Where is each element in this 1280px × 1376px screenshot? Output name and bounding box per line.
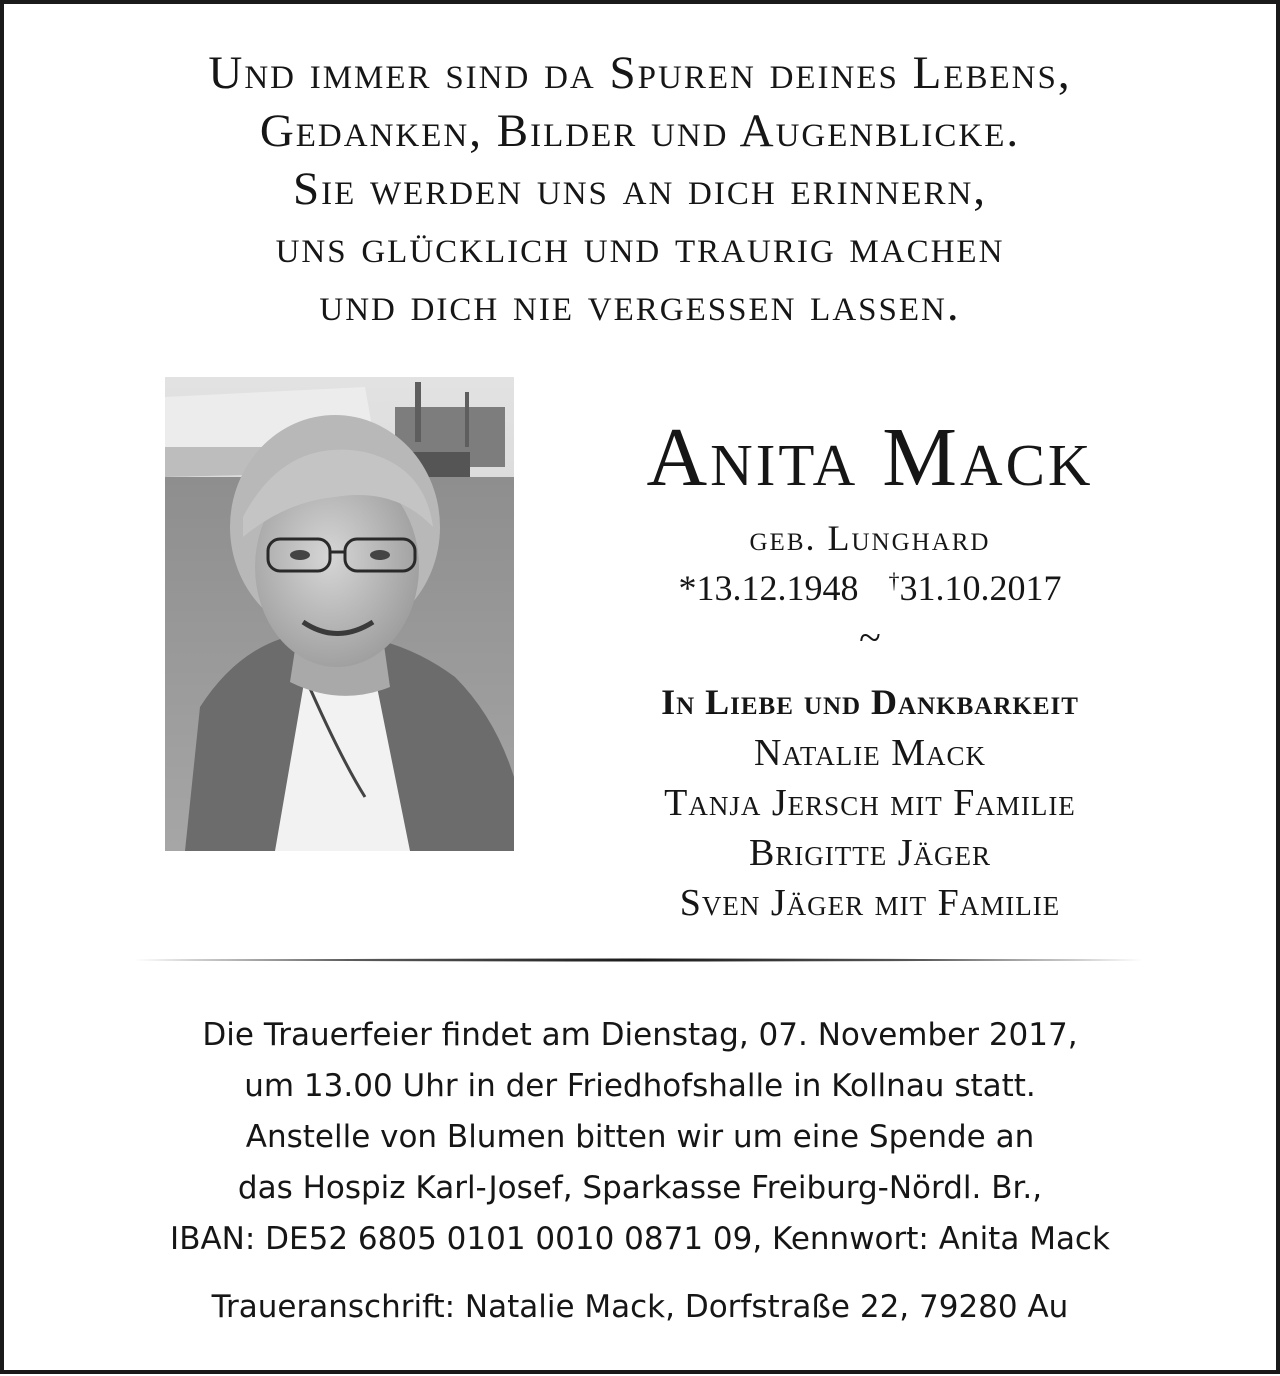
poem-line: Und immer sind da Spuren deines Lebens, [208,47,1072,99]
funeral-line: IBAN: DE52 6805 0101 0010 0871 09, Kennwort: Anita Mack [170,1221,1110,1257]
birth-symbol: * [678,568,697,608]
funeral-line: das Hospiz Karl-Josef, Sparkasse Freiburg-Nördl. Br., [237,1170,1043,1206]
poem-line: Gedanken, Bilder und Augenblicke. [259,105,1021,157]
mourners-list [540,728,1200,928]
funeral-line: um 13.00 Uhr in der Friedhofshalle in Kollnau statt. [244,1068,1036,1104]
death-date: 31.10.2017 [899,568,1062,608]
birth-date: 13.12.1948 [696,568,859,608]
poem-line: uns glücklich und traurig machen [275,221,1005,273]
mourner-name: Brigitte Jäger [748,832,992,874]
section-divider [134,958,1146,962]
mourner-name: Tanja Jersch mit Familie [664,782,1076,824]
memorial-poem [0,44,1280,334]
life-dates [540,560,1200,609]
tilde-ornament: ~ [859,615,881,660]
mourning-address: Traueranschrift: Natalie Mack, Dorfstraße 22, 79280 Au [211,1289,1069,1325]
poem-line: Sie werden uns an dich erinnern, [292,163,988,215]
funeral-details [0,1010,1280,1265]
mourner-name: Natalie Mack [753,732,987,774]
maiden-name: geb. Lunghard [749,518,991,558]
mourner-name: Sven Jäger mit Familie [679,882,1061,924]
death-symbol: † [888,568,900,593]
poem-line: und dich nie vergessen lassen. [319,279,961,331]
dedication-heading: In Liebe und Dankbarkeit [661,682,1079,722]
portrait-photo [165,377,514,851]
funeral-line: Anstelle von Blumen bitten wir um eine Spende an [245,1119,1035,1155]
deceased-name: Anita Mack [646,411,1094,504]
funeral-line: Die Trauerfeier findet am Dienstag, 07. November 2017, [202,1017,1078,1053]
